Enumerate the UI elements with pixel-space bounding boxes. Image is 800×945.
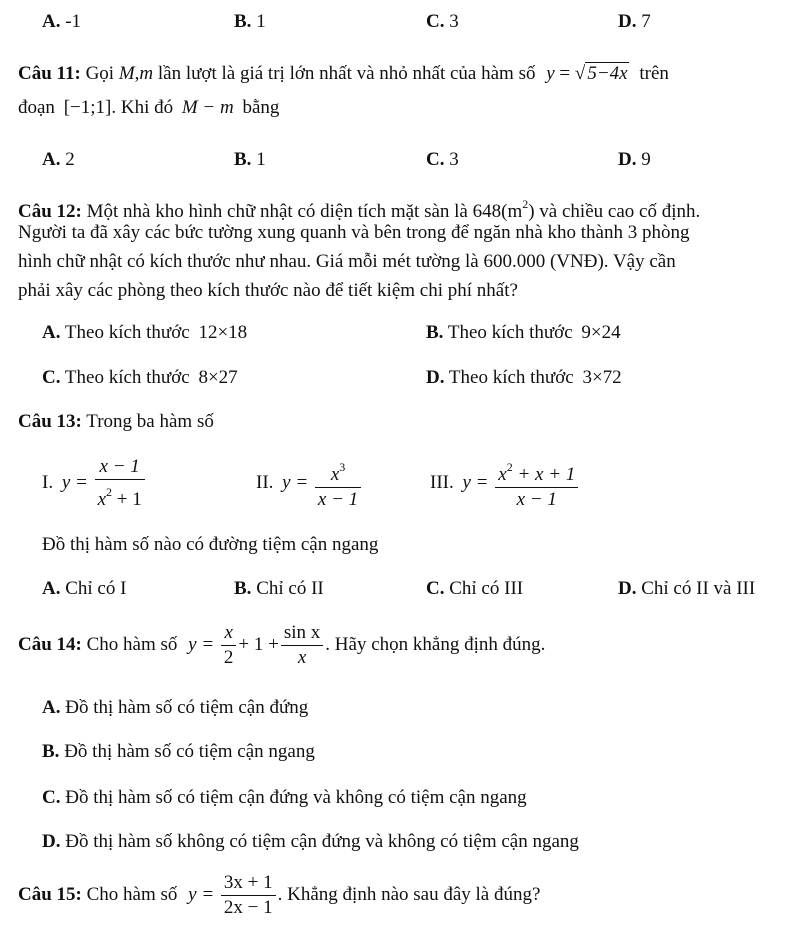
q11-option-a: A. 2 xyxy=(42,149,75,170)
q13-question: Đồ thị hàm số nào có đường tiệm cận ngang xyxy=(42,534,379,555)
q13-label: Câu 13: xyxy=(18,411,82,432)
q14-option-d: D. Đồ thị hàm số không có tiệm cận đứng và không có tiệm cận ngang xyxy=(42,831,579,852)
q12-stem-line1: Câu 12: Một nhà kho hình chữ nhật có diện tích mặt sàn là $648(m^2)$ và chiều cao cố định. xyxy=(18,197,701,222)
q14-option-c: C. Đồ thị hàm số có tiệm cận đứng và không có tiệm cận ngang xyxy=(42,787,527,808)
q12-option-a: A. Theo kích thước 12×18 xyxy=(42,322,248,343)
q11-function: y = √ 5−4x xyxy=(546,63,628,84)
q13-option-b: B. Chỉ có II xyxy=(234,578,324,599)
q12-stem-line4: phải xây các phòng theo kích thước nào để tiết kiệm chi phí nhất? xyxy=(18,280,518,301)
sqrt-symbol: √ 5−4x xyxy=(574,63,628,84)
q12-stem-line2: Người ta đã xây các bức tường xung quanh và bên trong để ngăn nhà kho thành 3 phòng xyxy=(18,222,690,243)
q11-option-b: B. 1 xyxy=(234,149,266,170)
q13-function-3: III. y = $\frac{x^2 + x + 1}{x - 1}$ xyxy=(430,456,580,511)
fraction: $\frac{3x + 1}{2x - 1}$ xyxy=(221,872,276,919)
fraction: $\frac{x}{2}$ xyxy=(221,622,237,669)
q13-option-d: D. Chỉ có II và III xyxy=(618,578,756,599)
q13-option-a: A. Chỉ có I xyxy=(42,578,127,599)
q14-stem: Câu 14: Cho hàm số y = $\frac{x}{2}$ + 1 + $\frac{\text{sin x}}{x}$ . Hãy chọn khẳng định đúng. xyxy=(18,622,546,668)
q12-label: Câu 12: xyxy=(18,201,82,222)
q15-label: Câu 15: xyxy=(18,883,82,905)
q13-option-c: C. Chỉ có III xyxy=(426,578,524,599)
q11-option-c: C. 3 xyxy=(426,149,459,170)
q15-stem: Câu 15: Cho hàm số y = $\frac{3x + 1}{2x - 1}$ . Khẳng định nào sau đây là đúng? xyxy=(18,872,541,918)
q12-stem-line3: hình chữ nhật có kích thước như nhau. Giá mỗi mét tường là 600.000 (VNĐ). Vậy cần xyxy=(18,251,676,272)
q13-stem: Câu 13: Trong ba hàm số xyxy=(18,411,214,432)
q11-stem-line1: Câu 11: Gọi M,m lần lượt là giá trị lớn nhất và nhỏ nhất của hàm số y = √ 5−4x trên xyxy=(18,63,669,84)
q11-label: Câu 11: xyxy=(18,63,81,84)
fraction: $\frac{\text{sin x}}{x}$ xyxy=(281,622,323,669)
q12-option-d: D. Theo kích thước 3×72 xyxy=(426,367,622,388)
q14-label: Câu 14: xyxy=(18,633,82,655)
q12-option-c: C. Theo kích thước 8×27 xyxy=(42,367,238,388)
fraction: $\frac{x^3}{x - 1}$ xyxy=(315,456,361,511)
q10-option-a: A. -1 xyxy=(42,11,82,32)
q10-option-c: C. 3 xyxy=(426,11,459,32)
q14-option-a: A. Đồ thị hàm số có tiệm cận đứng xyxy=(42,697,309,718)
q13-function-1: I. y = $\frac{x - 1}{x^2 + 1}$ xyxy=(42,456,147,511)
q12-option-b: B. Theo kích thước 9×24 xyxy=(426,322,621,343)
q11-stem-line2: đoạn [−1;1]. Khi đó M − m bằng xyxy=(18,97,280,118)
q11-option-d: D. 9 xyxy=(618,149,651,170)
q10-option-b: B. 1 xyxy=(234,11,266,32)
q10-option-d: D. 7 xyxy=(618,11,651,32)
fraction: $\frac{x - 1}{x^2 + 1}$ xyxy=(95,456,145,511)
fraction: $\frac{x^2 + x + 1}{x - 1}$ xyxy=(495,456,578,511)
q14-option-b: B. Đồ thị hàm số có tiệm cận ngang xyxy=(42,741,315,762)
q13-function-2: II. y = $\frac{x^3}{x - 1}$ xyxy=(256,456,363,511)
